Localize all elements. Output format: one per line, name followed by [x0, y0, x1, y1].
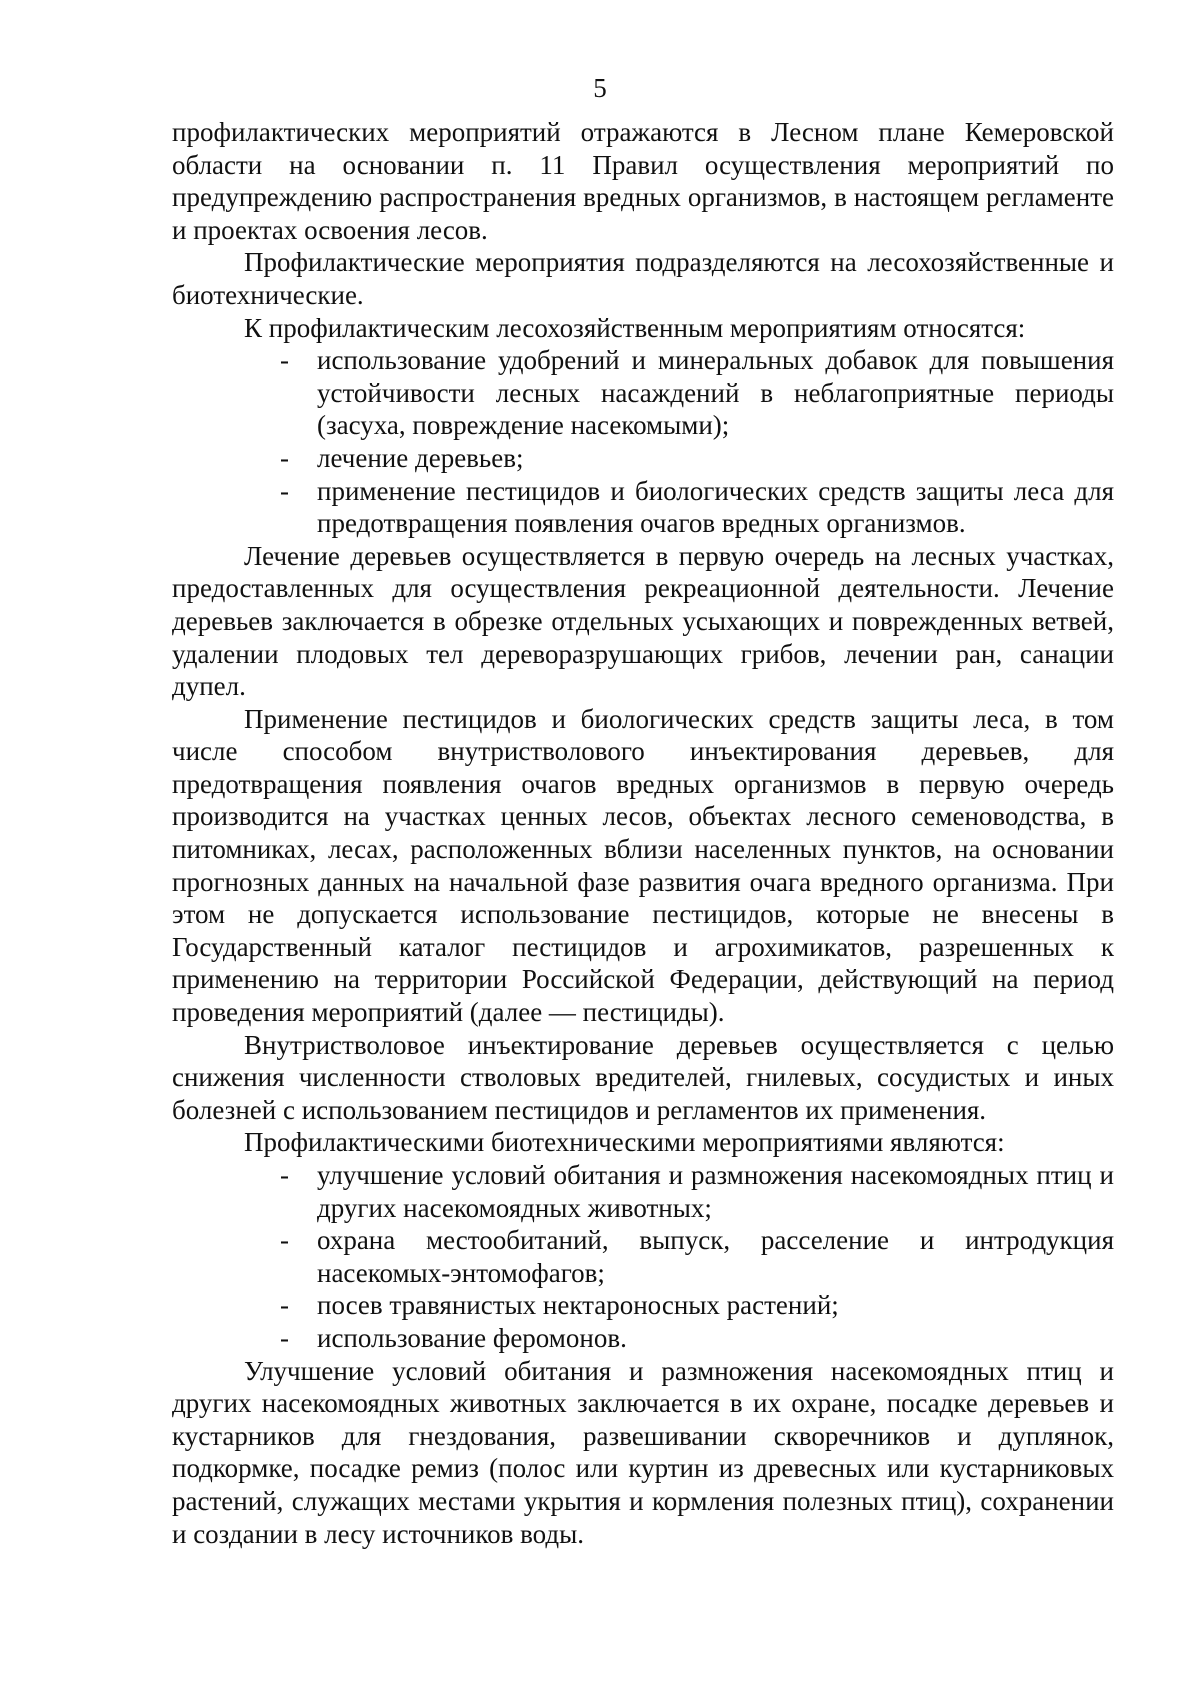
paragraph: К профилактическим лесохозяйственным мероприятиям относятся: [244, 312, 1026, 343]
list-dash-marker: - [280, 1225, 289, 1256]
list-item [172, 1322, 1114, 1355]
list-dash-marker: - [280, 1290, 289, 1321]
list-dash-marker: - [280, 1322, 289, 1353]
bullet-list [172, 344, 1114, 540]
page-number: 5 [593, 73, 607, 103]
paragraph: Внутристволовое инъектирование деревьев осуществляется с целью снижения численности стволовых вредителей, гнилевых, сосудистых и иных болезней с использованием пестицидов и регламентов их применения. [172, 1029, 1114, 1125]
paragraph: Применение пестицидов и биологических средств защиты леса, в том числе способом внутристволового инъектирования деревьев, для предотвращения появления очагов вредных организмов в первую очередь производится на участках ценных лесов, объектах лесного семеноводства, в питомниках, лесах, расположенных вблизи населенных пунктов, на основании прогнозных данных на начальной фазе развития очага вредного организма. При этом не допускается использование пестицидов, которые не внесены в Государственный каталог пестицидов и агрохимикатов, разрешенных к применению на территории Российской Федерации, действующий на период проведения мероприятий (далее — пестициды). [172, 703, 1114, 1028]
paragraph: Улучшение условий обитания и размножения насекомоядных птиц и других насекомоядных животных заключается в их охране, посадке деревьев и кустарников для гнездования, развешивании скворечников и дуплянок, подкормке, посадке ремиз (полос или куртин из древесных или кустарниковых растений, служащих местами укрытия и кормления полезных птиц), сохранении и создании в лесу источников воды. [172, 1355, 1114, 1549]
list-item-text: охрана местообитаний, выпуск, расселение и интродукция насекомых-энтомофагов; [317, 1225, 1114, 1288]
list-item-text: улучшение условий обитания и размножения насекомоядных птиц и других насекомоядных животных; [317, 1160, 1114, 1223]
list-item [172, 1159, 1114, 1224]
list-item-text: лечение деревьев; [317, 442, 524, 473]
list-item [172, 1289, 1114, 1322]
list-item [172, 1224, 1114, 1289]
list-dash-marker: - [280, 1160, 289, 1190]
list-item-text: использование удобрений и минеральных добавок для повышения устойчивости лесных насаждений в неблагоприятные периоды (засуха, повреждение насекомыми); [317, 345, 1114, 441]
list-item [172, 475, 1114, 540]
bullet-list [172, 1159, 1114, 1355]
paragraph: профилактических мероприятий отражаются в Лесном плане Кемеровской области на основании п. 11 Правил осуществления мероприятий по предупреждению распространения вредных организмов, в настоящем регламенте и проектах освоения лесов. [172, 117, 1114, 245]
paragraph: Профилактическими биотехническими мероприятиями являются: [244, 1127, 1005, 1158]
list-item-text: применение пестицидов и биологических средств защиты леса для предотвращения появления очагов вредных организмов. [317, 475, 1114, 539]
list-item-text: использование феромонов. [317, 1322, 627, 1353]
list-item-text: посев травянистых нектароносных растений; [317, 1290, 839, 1321]
paragraph: Лечение деревьев осуществляется в первую очередь на лесных участках, предоставленных для осуществления рекреационной деятельности. Лечение деревьев заключается в обрезке отдельных усыхающих и поврежденных ветвей, удалении плодовых тел дереворазрушающих грибов, лечении ран, санации дупел. [172, 540, 1114, 702]
list-dash-marker: - [280, 475, 289, 506]
list-dash-marker: - [280, 345, 289, 376]
list-item [172, 442, 1114, 475]
paragraph: Профилактические мероприятия подразделяются на лесохозяйственные и биотехнические. [172, 247, 1114, 310]
document-body [172, 116, 1114, 1550]
list-item [172, 344, 1114, 442]
list-dash-marker: - [280, 442, 289, 473]
